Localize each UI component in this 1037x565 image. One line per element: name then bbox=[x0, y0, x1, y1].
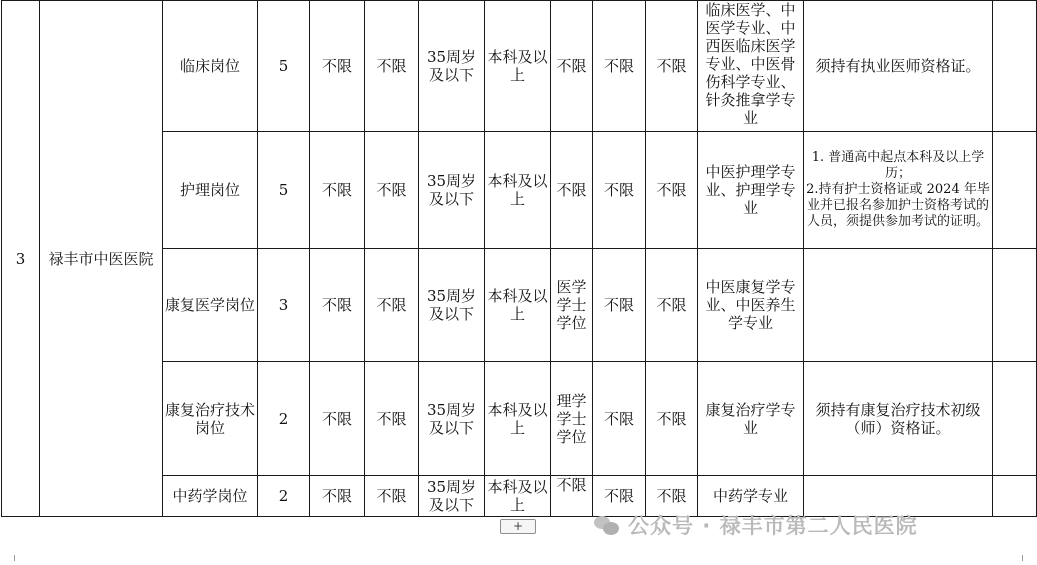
requirement-cell: 不限 bbox=[365, 1, 419, 132]
degree-cell: 不限 bbox=[551, 476, 593, 517]
post-cell: 护理岗位 bbox=[163, 132, 258, 249]
table-row bbox=[2, 1, 1037, 132]
requirement-cell: 不限 bbox=[593, 132, 646, 249]
requirement-cell: 不限 bbox=[310, 1, 365, 132]
education-cell: 本科及以上 bbox=[485, 476, 551, 517]
requirement-cell: 不限 bbox=[646, 249, 698, 362]
remark-cell: 1. 普通高中起点本科及以上学历； 2.持有护士资格证或 2024 年毕业并已报名参加护士资格考试的人员，须提供参加考试的证明。 bbox=[804, 132, 993, 249]
requirement-cell: 不限 bbox=[646, 1, 698, 132]
education-cell: 本科及以上 bbox=[485, 249, 551, 362]
requirement-cell: 不限 bbox=[365, 476, 419, 517]
requirement-cell: 不限 bbox=[646, 476, 698, 517]
post-cell: 康复医学岗位 bbox=[163, 249, 258, 362]
age-cell: 35周岁及以下 bbox=[419, 476, 485, 517]
watermark-text: 公众号 · 禄丰市第二人民医院 bbox=[628, 514, 918, 538]
education-cell: 本科及以上 bbox=[485, 1, 551, 132]
empty-cell bbox=[993, 1, 1037, 132]
empty-cell bbox=[993, 476, 1037, 517]
empty-cell bbox=[993, 132, 1037, 249]
degree-cell: 不限 bbox=[551, 132, 593, 249]
post-cell: 康复治疗技术岗位 bbox=[163, 362, 258, 476]
table-expand-button[interactable]: + bbox=[500, 519, 536, 534]
empty-cell bbox=[993, 249, 1037, 362]
count-cell: 5 bbox=[258, 132, 310, 249]
major-cell: 中医康复学专业、中医养生学专业 bbox=[698, 249, 804, 362]
wechat-icon bbox=[594, 514, 620, 536]
seq-cell: 3 bbox=[2, 1, 40, 517]
age-cell: 35周岁及以下 bbox=[419, 249, 485, 362]
page-corner-mark bbox=[1022, 555, 1023, 561]
remark-cell: 须持有康复治疗技术初级（师）资格证。 bbox=[804, 362, 993, 476]
degree-cell: 不限 bbox=[551, 1, 593, 132]
requirement-cell: 不限 bbox=[310, 249, 365, 362]
requirement-cell: 不限 bbox=[593, 476, 646, 517]
major-cell: 中药学专业 bbox=[698, 476, 804, 517]
requirement-cell: 不限 bbox=[310, 132, 365, 249]
count-cell: 3 bbox=[258, 249, 310, 362]
count-cell: 2 bbox=[258, 362, 310, 476]
requirement-cell: 不限 bbox=[593, 249, 646, 362]
watermark bbox=[594, 510, 918, 540]
requirement-cell: 不限 bbox=[646, 132, 698, 249]
requirement-cell: 不限 bbox=[593, 362, 646, 476]
requirement-cell: 不限 bbox=[646, 362, 698, 476]
post-cell: 中药学岗位 bbox=[163, 476, 258, 517]
major-cell: 临床医学、中医学专业、中西医临床医学专业、中医骨伤科学专业、针灸推拿学专业 bbox=[698, 1, 804, 132]
empty-cell bbox=[993, 362, 1037, 476]
requirement-cell: 不限 bbox=[593, 1, 646, 132]
major-cell: 中医护理学专业、护理学专业 bbox=[698, 132, 804, 249]
remark-cell: 须持有执业医师资格证。 bbox=[804, 1, 993, 132]
unit-cell: 禄丰市中医医院 bbox=[40, 1, 163, 517]
age-cell: 35周岁及以下 bbox=[419, 362, 485, 476]
major-cell: 康复治疗学专业 bbox=[698, 362, 804, 476]
requirement-cell: 不限 bbox=[365, 132, 419, 249]
post-cell: 临床岗位 bbox=[163, 1, 258, 132]
count-cell: 5 bbox=[258, 1, 310, 132]
requirement-cell: 不限 bbox=[365, 249, 419, 362]
recruitment-table bbox=[1, 0, 1037, 517]
education-cell: 本科及以上 bbox=[485, 132, 551, 249]
remark-cell bbox=[804, 249, 993, 362]
count-cell: 2 bbox=[258, 476, 310, 517]
requirement-cell: 不限 bbox=[365, 362, 419, 476]
education-cell: 本科及以上 bbox=[485, 362, 551, 476]
page-corner-mark bbox=[14, 555, 15, 561]
degree-cell: 医学学士学位 bbox=[551, 249, 593, 362]
age-cell: 35周岁及以下 bbox=[419, 1, 485, 132]
degree-cell: 理学学士学位 bbox=[551, 362, 593, 476]
age-cell: 35周岁及以下 bbox=[419, 132, 485, 249]
requirement-cell: 不限 bbox=[310, 476, 365, 517]
requirement-cell: 不限 bbox=[310, 362, 365, 476]
